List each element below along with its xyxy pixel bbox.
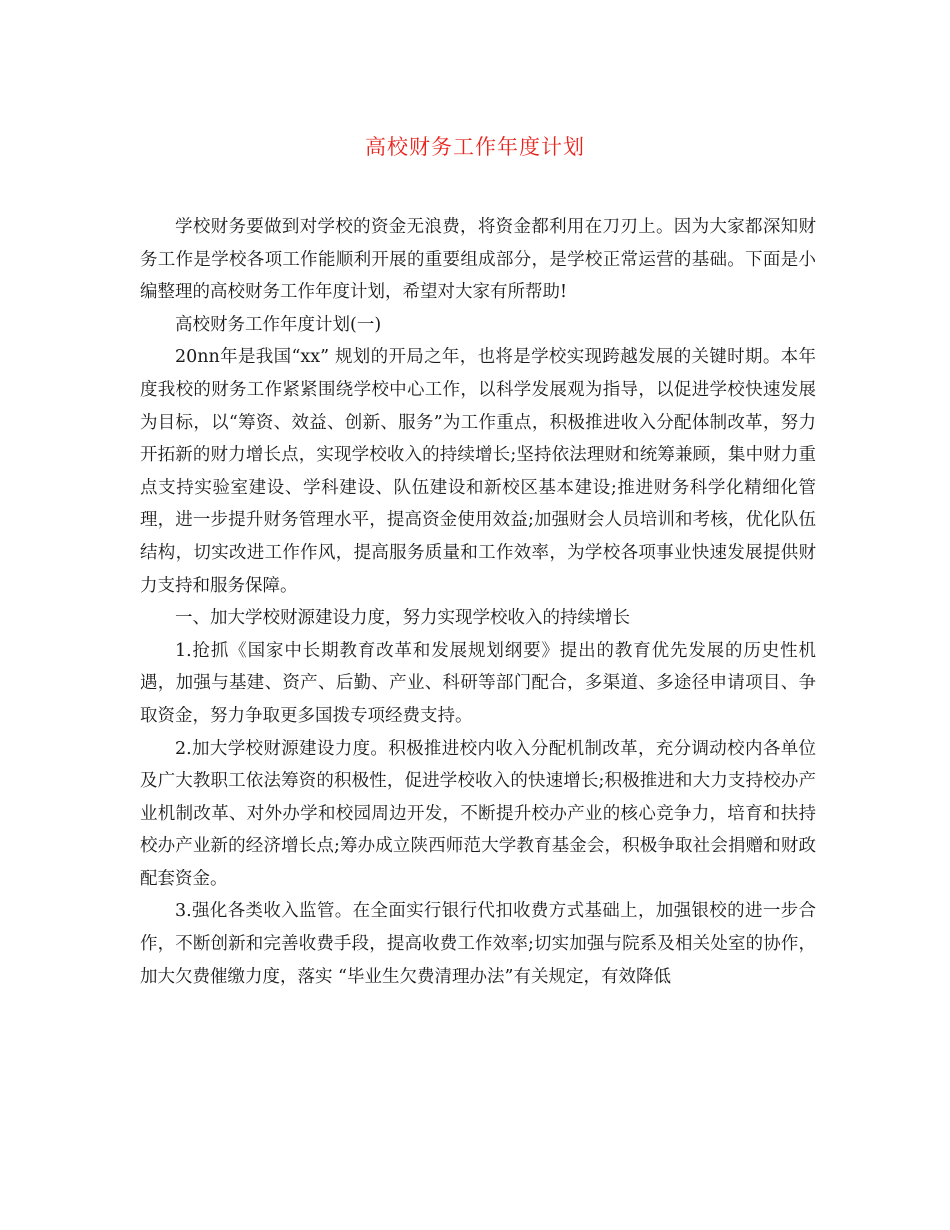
section-heading-finance-source: 一、加大学校财源建设力度，努力实现学校收入的持续增长 — [175, 608, 630, 629]
item-paragraph-1: 1.抢抓《国家中长期教育改革和发展规划纲要》提出的教育优先发展的历史性机遇，加强与基建、资产、后勤、产业、科研等部门配合，多渠道、多途径申请项目、争取资金，努力争取更多国拨专项经费支持。 — [140, 640, 816, 726]
document-title: 高校财务工作年度计划 — [365, 135, 585, 159]
overview-paragraph: 20nn年是我国“xx” 规划的开局之年，也将是学校实现跨越发展的关键时期。本年度我校的财务工作紧紧围绕学校中心工作，以科学发展观为指导，以促进学校快速发展为目标，以“筹资、效益、创新、服务”为工作重点，积极推进收入分配体制改革，努力开拓新的财力增长点，实现学校收入的持续增长;坚持依法理财和统筹兼顾，集中财力重点支持实验室建设、学科建设、队伍建设和新校区基本建设;推进财务科学化精细化管理，进一步提升财务管理水平，提高资金使用效益;加强财会人员培训和考核，优化队伍结构，切实改进工作作风，提高服务质量和工作效率，为学校各项事业快速发展提供财力支持和服务保障。 — [140, 347, 816, 596]
section-heading-plan-one: 高校财务工作年度计划(一) — [175, 314, 382, 335]
document-body — [140, 211, 816, 993]
item-paragraph-3: 3.强化各类收入监管。在全面实行银行代扣收费方式基础上，加强银校的进一步合作，不断创新和完善收费手段，提高收费工作效率;切实加强与院系及相关处室的协作，加大欠费催缴力度，落实 “毕业生欠费清理办法”有关规定，有效降低 — [140, 901, 816, 987]
intro-paragraph: 学校财务要做到对学校的资金无浪费，将资金都利用在刀刃上。因为大家都深知财务工作是学校各项工作能顺利开展的重要组成部分，是学校正常运营的基础。下面是小编整理的高校财务工作年度计划，希望对大家有所帮助! — [140, 217, 816, 303]
item-paragraph-2: 2.加大学校财源建设力度。积极推进校内收入分配机制改革，充分调动校内各单位及广大教职工依法筹资的积极性，促进学校收入的快速增长;积极推进和大力支持校办产业机制改革、对外办学和校园周边开发，不断提升校办产业的核心竞争力，培育和扶持校办产业新的经济增长点;筹办成立陕西师范大学教育基金会，积极争取社会捐赠和财政配套资金。 — [140, 738, 816, 889]
